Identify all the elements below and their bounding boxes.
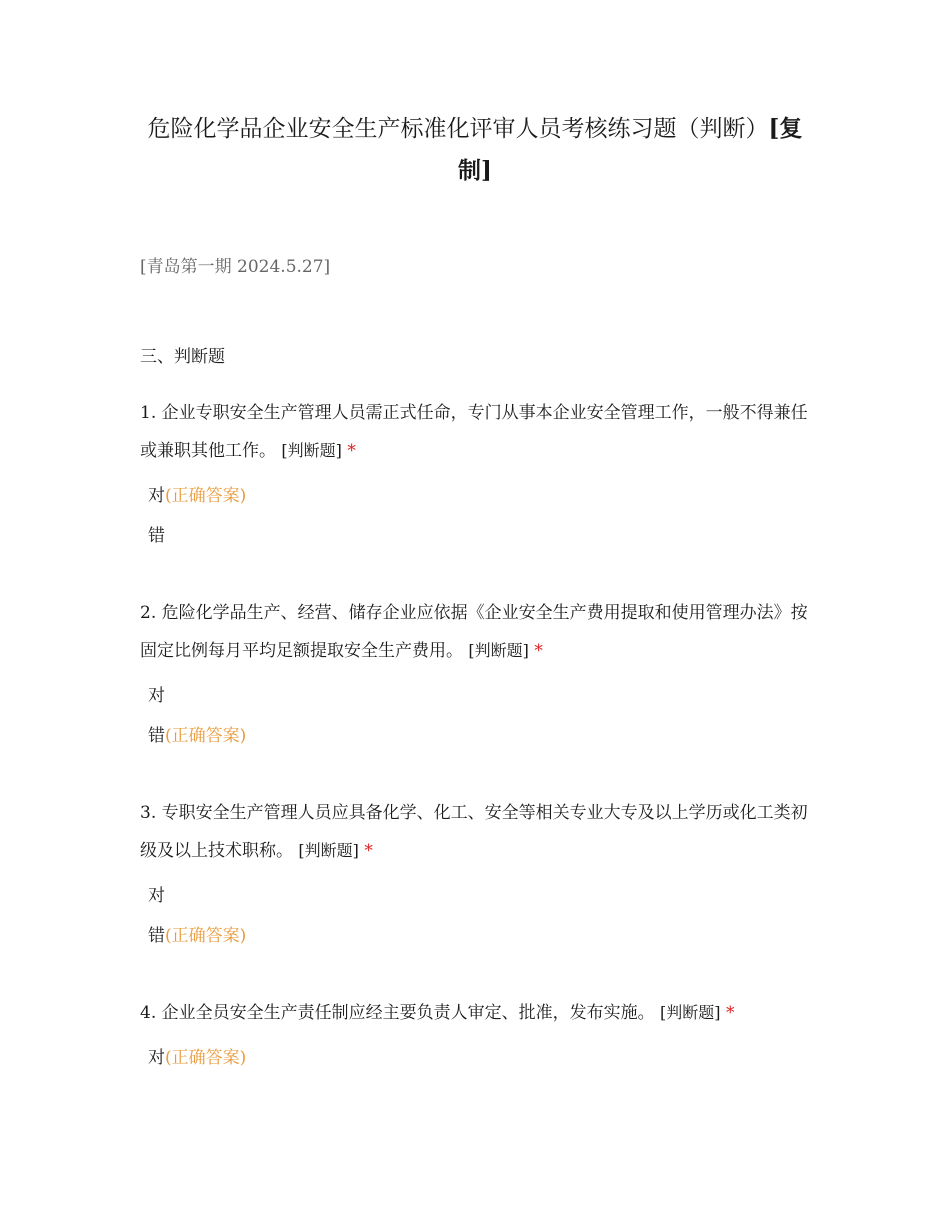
option-label: 对 [148,1048,165,1068]
question-text: 企业全员安全生产责任制应经主要负责人审定、批准，发布实施。 [161,1003,655,1023]
option-true [148,684,165,708]
question-text: 危险化学品生产、经营、储存企业应依据《企业安全生产费用提取和使用管理办法》按固定比例每月平均足额提取安全生产费用。 [140,603,808,661]
option-label: 错 [148,726,165,746]
question-number: 4. [140,1003,157,1023]
option-true [148,484,246,508]
subtitle: [青岛第一期 2024.5.27] [140,257,331,277]
question-1 [140,394,812,470]
correct-answer-mark: (正确答案) [165,486,247,506]
required-mark: * [725,1003,735,1023]
required-mark: * [347,441,356,461]
question-type-label: [判断题] [298,841,359,860]
page-title [140,108,810,192]
option-true [148,1046,246,1070]
option-false [148,724,246,748]
correct-answer-mark: (正确答案) [165,926,247,946]
question-type-label: [判断题] [468,641,529,660]
correct-answer-mark: (正确答案) [165,1048,247,1068]
question-2 [140,594,812,670]
question-text: 专职安全生产管理人员应具备化学、化工、安全等相关专业大专及以上学历或化工类初级及以上技术职称。 [140,803,808,861]
question-number: 2. [140,603,157,623]
option-label: 对 [148,686,165,706]
option-label: 错 [148,926,165,946]
option-false [148,924,246,948]
correct-answer-mark: (正确答案) [165,726,247,746]
question-4 [140,994,812,1032]
title-text: 危险化学品企业安全生产标准化评审人员考核练习题（判断） [147,116,769,142]
question-3 [140,794,812,870]
question-type-label: [判断题] [660,1003,721,1022]
question-number: 3. [140,803,157,823]
option-true [148,884,165,908]
option-label: 错 [148,526,165,546]
option-false [148,524,165,548]
question-type-label: [判断题] [281,441,342,460]
section-heading: 三、判断题 [140,347,225,367]
question-number: 1. [140,403,157,423]
title-copy-suffix: [复制] [458,115,803,184]
required-mark: * [364,841,373,861]
required-mark: * [534,641,543,661]
question-text: 企业专职安全生产管理人员需正式任命，专门从事本企业安全管理工作，一般不得兼任或兼职其他工作。 [140,403,808,461]
option-label: 对 [148,486,165,506]
option-label: 对 [148,886,165,906]
